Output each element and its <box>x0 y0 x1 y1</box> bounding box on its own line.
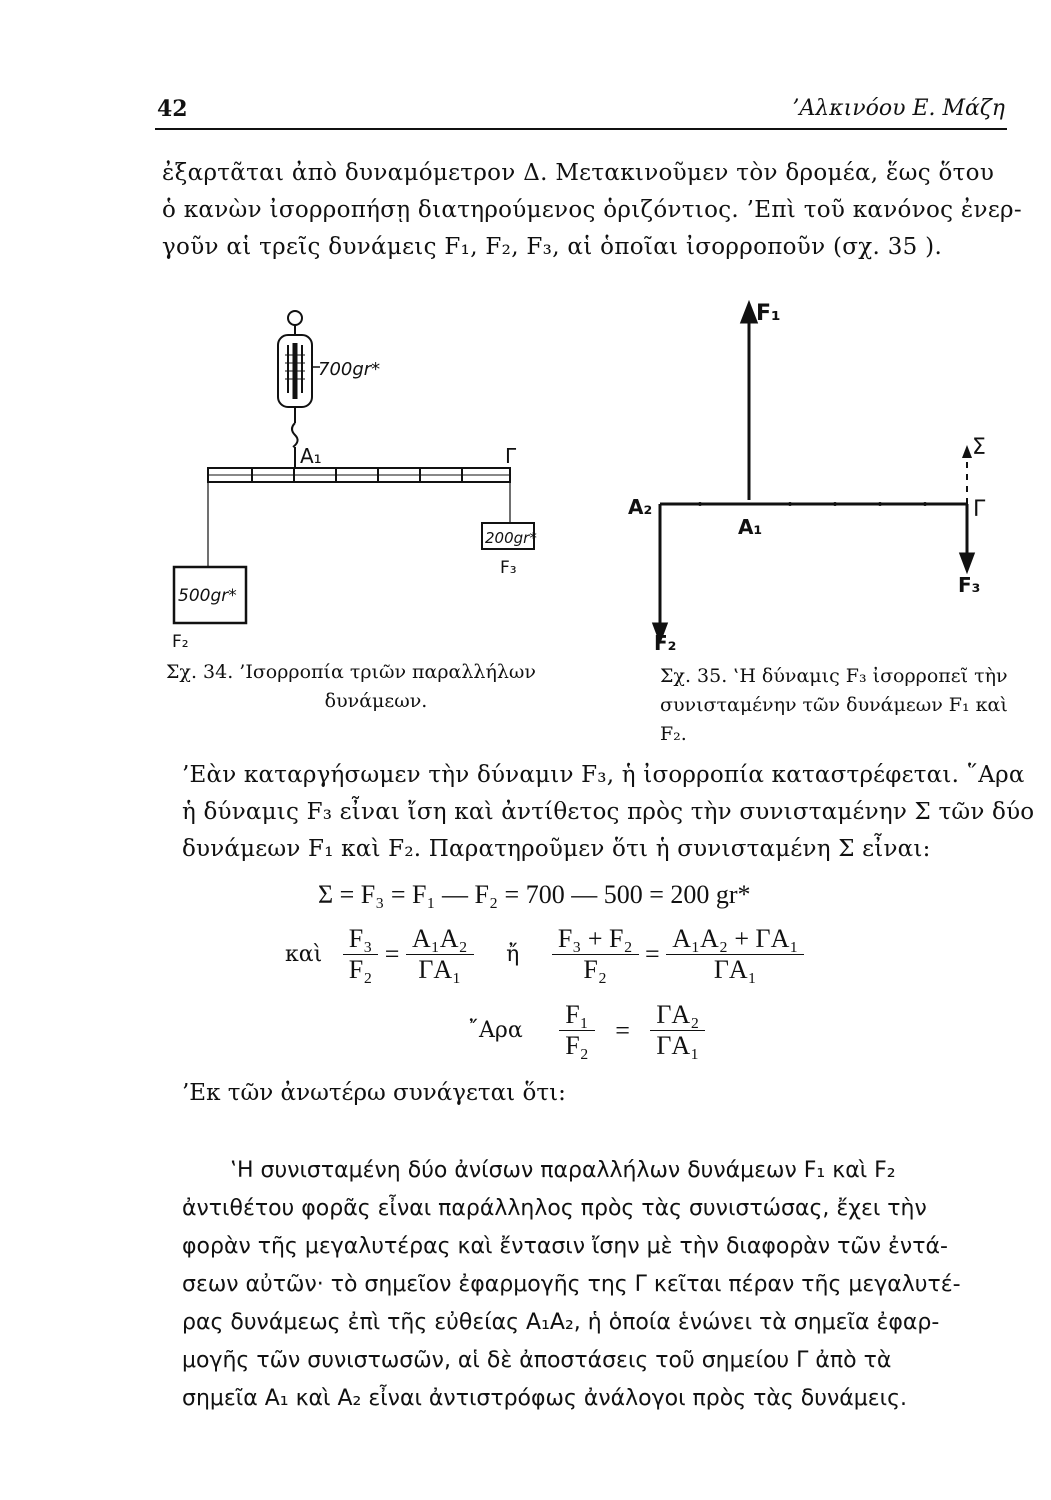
running-title: ’Αλκινόου Ε. Μάζη <box>792 96 1005 121</box>
page-number: 42 <box>157 96 188 122</box>
conclusion-intro: ’Εκ τῶν ἀνωτέρω συνάγεται ὅτι: <box>182 1080 566 1106</box>
caption-line: Σχ. 35. ‛Η δύναμις F₃ ἰσορροπεῖ τὴν <box>660 665 1008 687</box>
force-f1-arrow <box>742 304 756 322</box>
label-f2: F₂ <box>654 631 677 655</box>
denominator: ΓA₁ <box>656 1031 700 1060</box>
dynamometer-icon <box>278 311 320 447</box>
conclusion-line: μογῆς τῶν συνιστωσῶν, αἱ δὲ ἀποστάσεις τοῦ σημείου Γ ἀπὸ τὰ <box>182 1348 892 1373</box>
figure-35 <box>610 290 1010 665</box>
label-a2: A₂ <box>628 495 653 519</box>
label-gamma: Γ <box>973 497 986 522</box>
weight-200-label: 200gr* <box>485 529 537 547</box>
denominator: F₂ <box>583 955 607 984</box>
ara-word: ῎Αρα <box>468 1018 523 1043</box>
label-a1: A₁ <box>300 444 322 468</box>
conclusion-line: σημεῖα A₁ καὶ A₂ εἶναι ἀντιστρόφως ἀνάλογοι πρὸς τὰς δυνάμεις. <box>182 1386 907 1411</box>
numerator: F₁ <box>559 1000 595 1031</box>
conclusion-line: σεων αὐτῶν· τὸ σημεῖον ἐφαρμογῆς της Γ κεῖται πέραν τῆς μεγαλυτέ- <box>182 1272 961 1297</box>
conclusion-line: ρας δυνάμεως ἐπὶ τῆς εὐθείας A₁A₂, ἡ ὁποία ἑνώνει τὰ σημεῖα ἐφαρ- <box>182 1310 940 1335</box>
numerator: F₃ + F₂ <box>552 924 639 955</box>
intro-line: ἐξαρτᾶται ἀπὸ δυναμόμετρον Δ. Μετακινοῦμεν τὸν δρομέα, ἕως ὅτου <box>162 160 995 186</box>
fraction <box>343 924 379 985</box>
fraction <box>650 1000 705 1061</box>
label-f3: F₃ <box>958 573 981 597</box>
conclusion-line: φορὰν τῆς μεγαλυτέρας καὶ ἔντασιν ἴσην μὲ τὴν διαφορὰν τῶν ἐντά- <box>182 1234 948 1259</box>
label-gamma: Γ <box>505 444 517 468</box>
conclusion-line: ἀντιθέτου φορᾶς εἶναι παράλληλος πρὸς τὰς συνιστώσας, ἔχει τὴν <box>182 1196 927 1221</box>
label-f3: F₃ <box>500 558 517 578</box>
fraction <box>406 924 474 985</box>
intro-line: ὁ κανὼν ἰσορροπήσῃ διατηρούμενος ὁριζόντιος. ’Επὶ τοῦ κανόνος ἐνερ- <box>162 197 1022 223</box>
denominator: ΓA₁ <box>713 955 757 984</box>
equals-sign: = <box>645 939 660 969</box>
fraction <box>559 1000 595 1061</box>
body-paragraph <box>182 757 1035 868</box>
intro-line: γοῦν αἱ τρεῖς δυνάμεις F₁, F₂, F₃, αἱ ὁποῖαι ἰσορροποῦν (σχ. 35 ). <box>162 234 943 260</box>
denominator: F₂ <box>565 1031 589 1060</box>
body-line: δυνάμεων F₁ καὶ F₂. Παρατηροῦμεν ὅτι ἡ συνισταμένη Σ εἶναι: <box>182 836 931 862</box>
intro-paragraph <box>162 155 1022 266</box>
denominator: ΓA₁ <box>418 955 462 984</box>
dynamometer-reading: 700gr* <box>318 359 381 380</box>
conclusion-line: ‛Η συνισταμένη δύο ἀνίσων παραλλήλων δυνάμεων F₁ καὶ F₂ <box>230 1158 896 1183</box>
fraction <box>666 924 804 985</box>
caption-line: συνισταμένην τῶν δυνάμεων F₁ καὶ F₂. <box>660 694 1008 745</box>
equation-3 <box>468 1000 705 1061</box>
numerator: A₁A₂ <box>406 924 474 955</box>
figure-34 <box>160 305 580 665</box>
numerator: F₃ <box>343 924 379 955</box>
label-a1: A₁ <box>738 515 763 539</box>
label-f1: F₁ <box>756 301 781 326</box>
lever-bar <box>208 447 510 567</box>
numerator: ΓA₂ <box>650 1000 705 1031</box>
conclusion-paragraph <box>182 1152 1012 1418</box>
caption-line: δυνάμεων. <box>324 690 428 712</box>
weight-500-label: 500gr* <box>178 586 237 606</box>
page-header <box>155 92 1007 130</box>
numerator: A₁A₂ + ΓA₁ <box>666 924 804 955</box>
force-f3-arrow <box>961 554 973 570</box>
label-sigma: Σ <box>972 435 986 460</box>
equals-sign: = <box>384 939 400 969</box>
kai-word: καὶ <box>285 942 323 967</box>
resultant-sigma-arrow <box>962 445 972 458</box>
equation-1: Σ = F₃ = F₁ — F₂ = 700 — 500 = 200 gr* <box>318 880 751 909</box>
body-line: ’Εὰν καταργήσωμεν τὴν δύναμιν F₃, ἡ ἰσορροπία καταστρέφεται. ῞Αρα <box>182 762 1025 788</box>
fraction <box>552 924 639 985</box>
equals-sign: = <box>615 1015 630 1045</box>
label-f2: F₂ <box>172 632 189 652</box>
figure-34-caption <box>166 658 586 716</box>
denominator: F₂ <box>348 955 373 984</box>
body-line: ἡ δύναμις F₃ εἶναι ἴση καὶ ἀντίθετος πρὸς τὴν συνισταμένην Σ τῶν δύο <box>182 799 1035 825</box>
figure-35-caption <box>660 662 1020 749</box>
caption-line: Σχ. 34. ’Ισορροπία τριῶν παραλλήλων <box>166 661 536 683</box>
equation-2 <box>285 924 804 985</box>
or-word: ἤ <box>506 942 520 967</box>
